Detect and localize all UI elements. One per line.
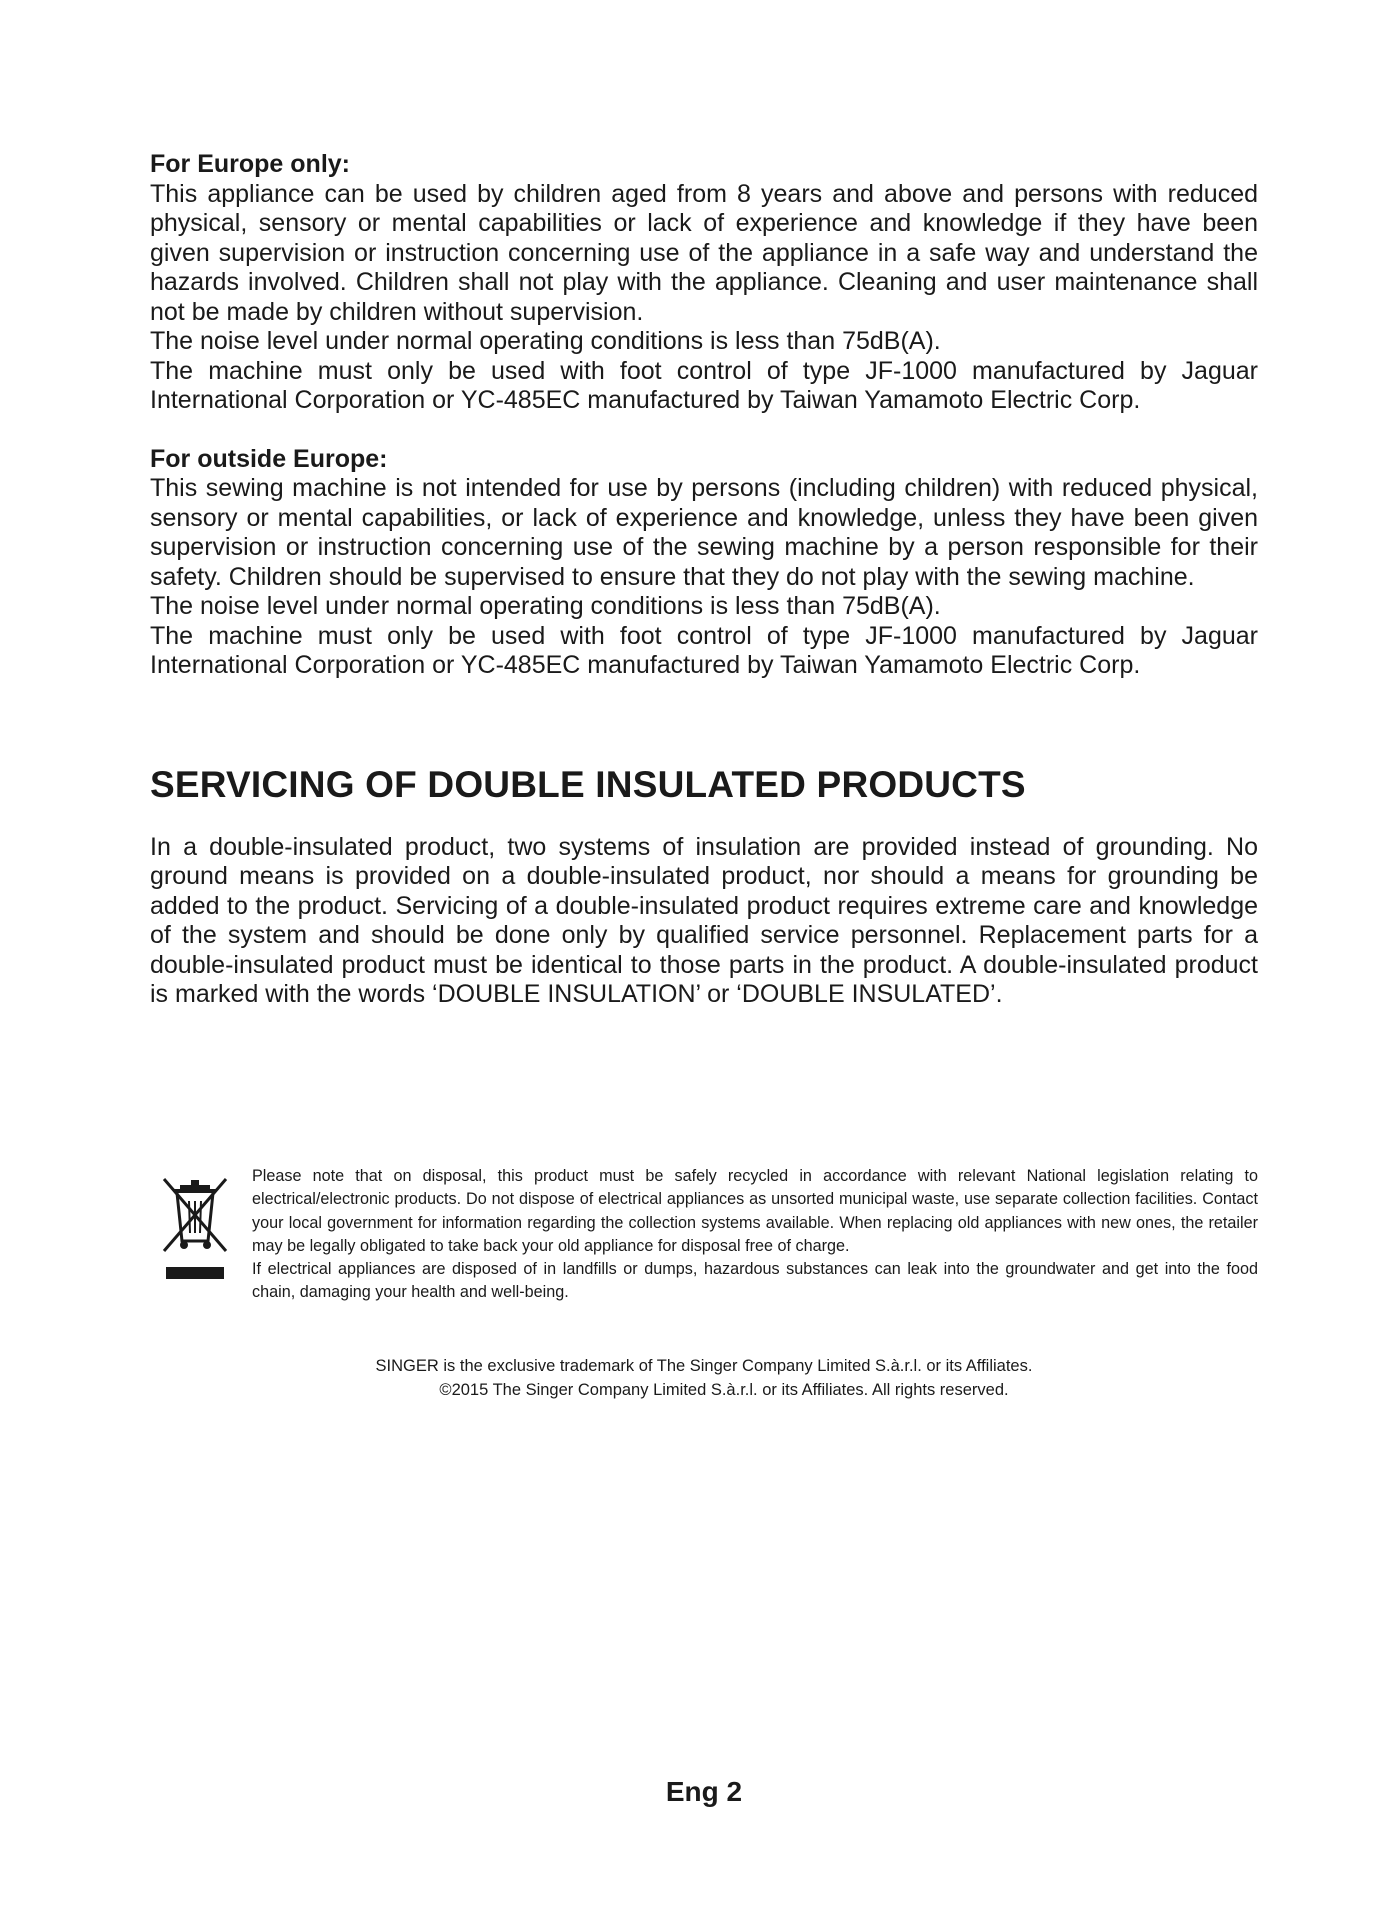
outside-europe-paragraph-1: This sewing machine is not intended for use by persons (including children) with reduced physical, sensory or mental capabilities, or lack of experience and knowledge, unless they have been given supervision or instruction concerning use of the sewing machine by a person responsible for their safety. Children should be supervised to ensure that they do not play with the sewing machine. [150, 474, 1258, 591]
europe-paragraph-2: The noise level under normal operating conditions is less than 75dB(A). [150, 327, 941, 355]
disposal-text [252, 1165, 1258, 1305]
page-number: Eng 2 [665, 1776, 743, 1807]
main-content [150, 150, 1258, 1035]
trademark-notice [150, 1354, 1258, 1402]
outside-europe-heading: For outside Europe: [150, 444, 388, 473]
europe-paragraph-1: This appliance can be used by children aged from 8 years and above and persons with reduced physical, sensory or mental capabilities or lack of experience and knowledge if they have been given supervision or instruction concerning use of the appliance in a safe way and understand the hazards involved. Children shall not play with the appliance. Cleaning and user maintenance shall not be made by children without supervision. [150, 179, 1258, 326]
servicing-title: SERVICING OF DOUBLE INSULATED PRODUCTS [150, 763, 1026, 805]
europe-paragraph-3: The machine must only be used with foot control of type JF-1000 manufactured by Jaguar International Corporation or YC-485EC manufactured by Taiwan Yamamoto Electric Corp. [150, 356, 1258, 414]
europe-heading: For Europe only: [150, 150, 350, 178]
copyright-line: ©2015 The Singer Company Limited S.à.r.l. or its Affiliates. All rights reserved. [439, 1381, 1009, 1399]
outside-europe-paragraph-2: The noise level under normal operating conditions is less than 75dB(A). [150, 592, 941, 620]
outside-europe-paragraph-3: The machine must only be used with foot control of type JF-1000 manufactured by Jaguar International Corporation or YC-485EC manufactured by Taiwan Yamamoto Electric Corp. [150, 621, 1258, 679]
disposal-paragraph-2: If electrical appliances are disposed of in landfills or dumps, hazardous substances can leak into the groundwater and get into the food chain, damaging your health and well-being. [252, 1260, 1258, 1302]
disposal-paragraph-1: Please note that on disposal, this product must be safely recycled in accordance with relevant National legislation relating to electrical/electronic products. Do not dispose of electrical appliances as unsorted municipal waste, use separate collection facilities. Contact your local government for information regarding the collection systems available. When replacing old appliances with new ones, the retailer may be legally obligated to take back your old appliance for disposal free of charge. [252, 1167, 1258, 1255]
outside-europe-section [150, 445, 1258, 681]
europe-section [150, 150, 1258, 416]
servicing-body: In a double-insulated product, two systems of insulation are provided instead of grounding. No ground means is provided on a double-insulated product, nor should a means for grounding be added to the product. Servicing of a double-insulated product requires extreme care and knowledge of the system and should be done only by qualified service personnel. Replacement parts for a double-insulated product must be identical to those parts in the product. A double-insulated product is marked with the words ‘DOUBLE INSULATION’ or ‘DOUBLE INSULATED’. [150, 832, 1258, 1008]
trademark-line: SINGER is the exclusive trademark of The Singer Company Limited S.à.r.l. or its Affiliates. [375, 1357, 1033, 1375]
crossed-out-wheelie-bin-icon [160, 1175, 230, 1285]
